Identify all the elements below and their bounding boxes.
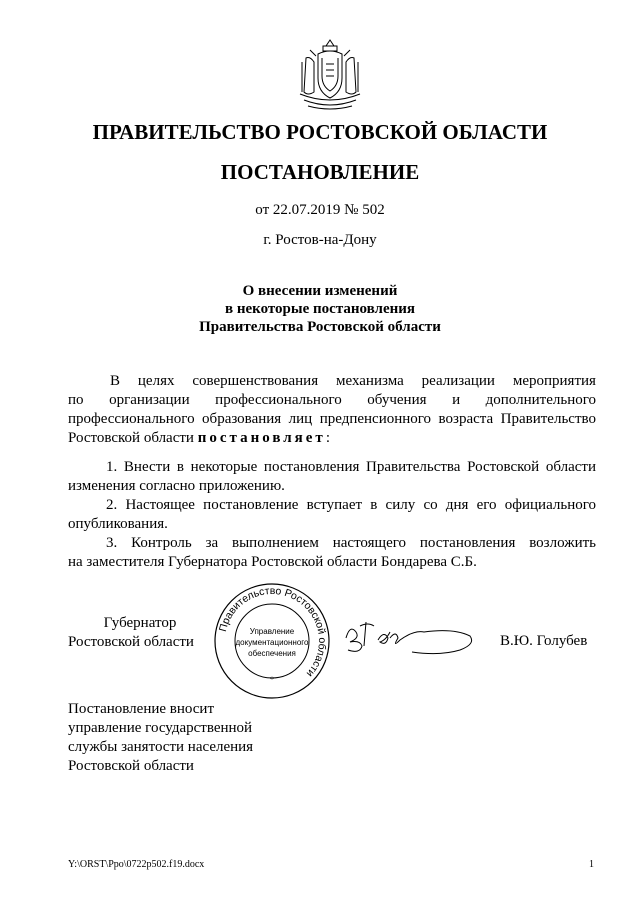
preamble-line-4 [68,429,596,448]
stamp-center-line-1: Управление [249,627,295,636]
item-1-line-1: 1. Внести в некоторые постановления Правительства Ростовской области [106,459,596,475]
stamp-ring-text: Правительство Ростовской области [216,584,329,680]
preamble-colon: : [325,430,330,446]
item-2-line-1: 2. Настоящее постановление вступает в силу со дня его официального [106,497,596,513]
submitted-line-4: Ростовской области [68,758,194,774]
preamble-line-2: по организации профессионального обучения и дополнительного [68,392,596,408]
resolves-word: постановляет [197,430,326,446]
preamble-word: мероприятия [512,373,596,389]
subject-line-3: Правительства Ростовской области [199,319,441,335]
subject-line-2: в некоторые постановления [224,301,416,317]
document-subject [0,282,640,336]
preamble-word: В [110,373,121,389]
preamble-line-1 [68,372,596,391]
item-3-line-1: 3. Контроль за выполнением настоящего постановления возложить [106,535,596,551]
submitted-line-1: Постановление вносит [68,701,215,717]
item-2-line-2: опубликования. [68,516,168,532]
resolution-items [68,458,596,572]
position-line-2: Ростовской области [68,634,194,650]
date-and-number: от 22.07.2019 № 502 [255,202,385,218]
coat-of-arms-emblem [296,36,364,112]
signatory-name: В.Ю. Голубев [500,633,588,649]
item-1-line-2: изменения согласно приложению. [68,478,285,494]
stamp-center-line-2: документационного [235,638,309,647]
position-line-1: Губернатор [103,615,177,631]
item-3-line-2: на заместителя Губернатора Ростовской области Бондарева С.Б. [68,554,477,570]
stamp-star: * [270,675,274,684]
document-type-title: ПОСТАНОВЛЕНИЕ [220,160,420,184]
stamp-center-line-3: обеспечения [248,649,296,658]
submitted-line-2: управление государственной [68,720,253,736]
preamble-line-3: профессионального образования лиц предпенсионного возраста Правительство [68,411,596,427]
preamble-word: совершенствования [192,373,319,389]
footer-file-path: Y:\ORST\Ppo\0722p502.f19.docx [68,859,205,870]
signatory-position [68,614,198,652]
submitted-by-block [68,700,253,776]
preamble-line-4-start: Ростовской области [68,430,194,446]
city: г. Ростов-на-Дону [263,232,377,248]
submitted-line-3: службы занятости населения [68,739,254,755]
preamble-word: реализации [421,373,495,389]
preamble-word: механизма [336,373,404,389]
handwritten-signature [338,614,478,658]
official-stamp [213,582,331,700]
preamble-word: целях [137,373,175,389]
organization-title: ПРАВИТЕЛЬСТВО РОСТОВСКОЙ ОБЛАСТИ [92,120,548,144]
page-number: 1 [589,859,594,870]
preamble-paragraph [68,372,596,448]
subject-line-1: О внесении изменений [242,283,398,299]
